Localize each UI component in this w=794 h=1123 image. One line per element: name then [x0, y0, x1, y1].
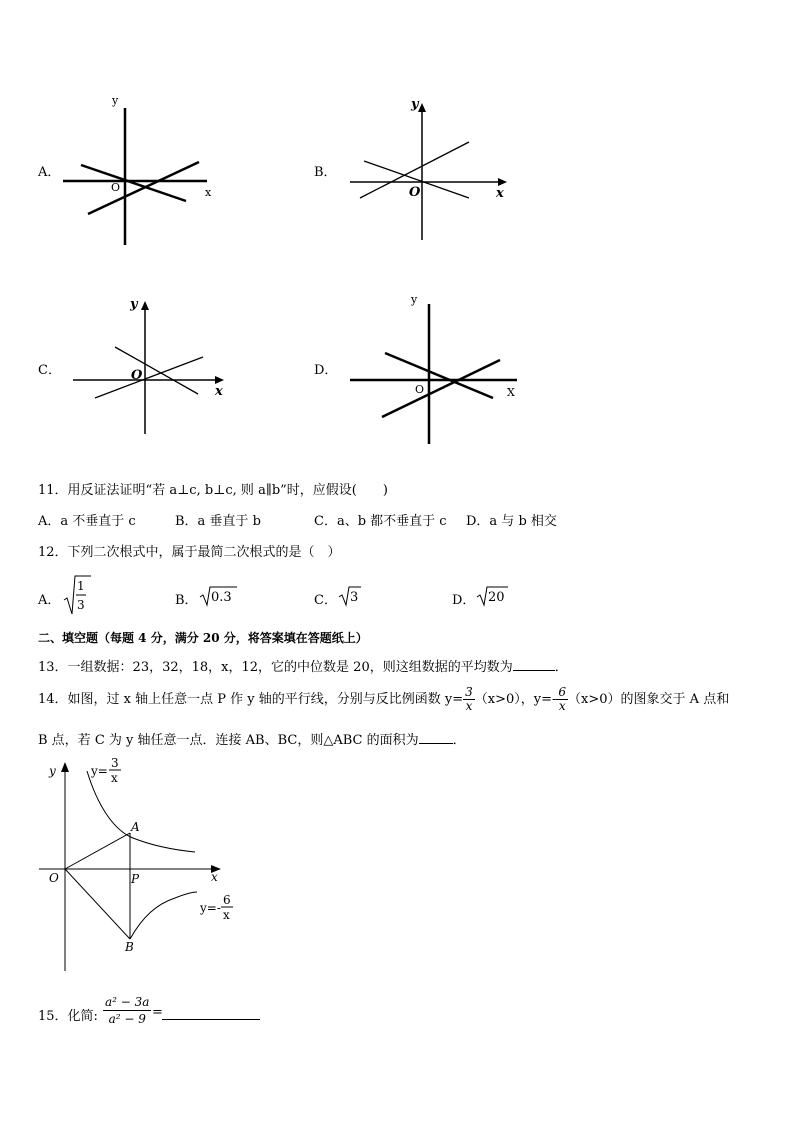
q13-stem: 13．一组数据：23，32，18，x，12，它的中位数是 20，则这组数据的平均数为 ． [38, 660, 568, 675]
graph-c-x-arrow [215, 376, 224, 384]
graph-b-x-label: x [496, 186, 504, 201]
q15-denominator: a² − 9 [108, 1012, 146, 1026]
q11-option-a: A．a 不垂直于 c [38, 514, 136, 529]
graph-a-origin-label: O [111, 181, 121, 194]
q12-stem: 12．下列二次根式中，属于最简二次根式的是（ ） [38, 545, 341, 560]
q14-origin-label: O [49, 871, 59, 885]
q14-f2-den: x [558, 699, 566, 713]
section-2-heading: 二、填空题（每题 4 分，满分 20 分，将答案填在答题纸上） [38, 631, 368, 645]
graph-a-x-label: x [205, 186, 212, 199]
q15-fraction [103, 994, 151, 1027]
graph-c-line-2 [95, 357, 203, 398]
graph-b-x-arrow [498, 178, 507, 186]
q14-fraction-1 [463, 686, 475, 713]
graph-d-x-label: X [507, 386, 515, 399]
q12-c-radicand: 3 [350, 590, 359, 605]
q12-b-radicand: 0.3 [211, 590, 232, 605]
q14-f1-num: 3 [465, 685, 473, 699]
q14-point-a-label: A [131, 820, 140, 834]
q14-stem-line-2: B 点，若 C 为 y 轴任意一点．连接 AB、BC，则△ABC 的面积为 ． [38, 733, 466, 748]
q14-eq1-num: 3 [111, 756, 119, 770]
graph-a [55, 90, 225, 250]
q12-d-radicand: 20 [488, 590, 505, 605]
option-b-label: B． [314, 165, 337, 180]
option-c-label: C． [38, 363, 61, 378]
graph-c-line-1 [115, 347, 198, 394]
q14-figure [35, 756, 250, 978]
q11-option-d: D．a 与 b 相交 [466, 514, 557, 529]
q13-text: 13．一组数据：23，32，18，x，12，它的中位数是 20，则这组数据的平均数为 [38, 660, 513, 675]
graph-b-y-label: y [411, 97, 419, 112]
q14-curve-upper [87, 771, 195, 852]
q14-f1-den: x [465, 699, 473, 713]
q14-part-2: （x>0），y=- [474, 692, 557, 707]
q12-option-d-sqrt [476, 585, 510, 607]
q13-answer-blank[interactable] [513, 670, 555, 671]
q12-option-b-label: B． [175, 593, 198, 608]
q12-option-c-label: C． [314, 593, 337, 608]
graph-d [345, 292, 525, 447]
q14-eq2-prefix: y=- [200, 901, 221, 915]
q14-point-b-label: B [125, 940, 134, 954]
graph-d-line-1 [385, 353, 493, 398]
q12-option-b-sqrt [199, 585, 239, 607]
q14-part-3: （x>0）的图象交于 A 点和 [568, 692, 730, 707]
graph-c-y-arrow [141, 301, 149, 310]
q14-f2-num: 6 [558, 685, 567, 699]
q14-eq2-num: 6 [223, 893, 231, 907]
q14-fraction-2 [556, 686, 568, 713]
q12-option-c-sqrt [338, 585, 364, 607]
q12-option-a-label: A． [38, 593, 61, 608]
q14-eq2-den: x [223, 908, 230, 922]
graph-a-line-1 [81, 165, 186, 201]
q15-equals: = [152, 1005, 163, 1020]
graph-d-origin-label: O [415, 383, 425, 396]
q15-stem: 15．化简: [38, 1009, 98, 1024]
graph-b-y-arrow [418, 103, 426, 112]
q12-option-a-sqrt [62, 574, 92, 618]
q14-point-p-label: P [131, 872, 140, 886]
graph-c [70, 292, 235, 437]
graph-c-y-label: y [130, 297, 138, 312]
q14-part-1: 14．如图，过 x 轴上任意一点 P 作 y 轴的平行线，分别与反比例函数 y= [38, 692, 464, 707]
q14-stem-line-1 [38, 682, 729, 718]
q14-answer-blank[interactable] [419, 743, 453, 744]
q12-a-denominator: 3 [77, 598, 85, 612]
q14-x-label: x [211, 870, 218, 884]
q14-eq1-prefix: y= [91, 764, 108, 778]
q11-option-b: B．a 垂直于 b [175, 514, 261, 529]
q15-numerator: a² − 3a [105, 995, 150, 1009]
graph-d-line-2 [382, 360, 500, 417]
graph-c-x-label: x [215, 384, 223, 399]
graph-a-line-2 [88, 162, 199, 214]
q11-option-c: C．a、b 都不垂直于 c [314, 514, 447, 529]
q14-curve-lower [130, 892, 197, 939]
graph-d-y-label: y [411, 293, 418, 306]
graph-c-origin-label: O [131, 368, 143, 383]
q14-segment-ob [65, 869, 130, 939]
q12-a-numerator: 1 [77, 579, 85, 593]
graph-a-y-label: y [112, 94, 119, 107]
q15-answer-blank[interactable] [162, 1019, 260, 1020]
graph-b [345, 95, 515, 245]
option-d-label: D． [314, 363, 338, 378]
q14-y-arrow [61, 762, 69, 772]
q14-line-2-text: B 点，若 C 为 y 轴任意一点．连接 AB、BC，则△ABC 的面积为 [38, 733, 419, 748]
q14-eq1-den: x [111, 771, 118, 785]
q12-option-d-label: D． [452, 593, 476, 608]
graph-b-origin-label: O [409, 185, 421, 200]
q14-segment-oa [65, 833, 130, 869]
option-a-label: A． [38, 165, 61, 180]
q14-y-label: y [49, 764, 56, 778]
q11-stem: 11．用反证法证明“若 a⊥c, b⊥c, 则 a∥b”时，应假设( ) [38, 483, 388, 498]
